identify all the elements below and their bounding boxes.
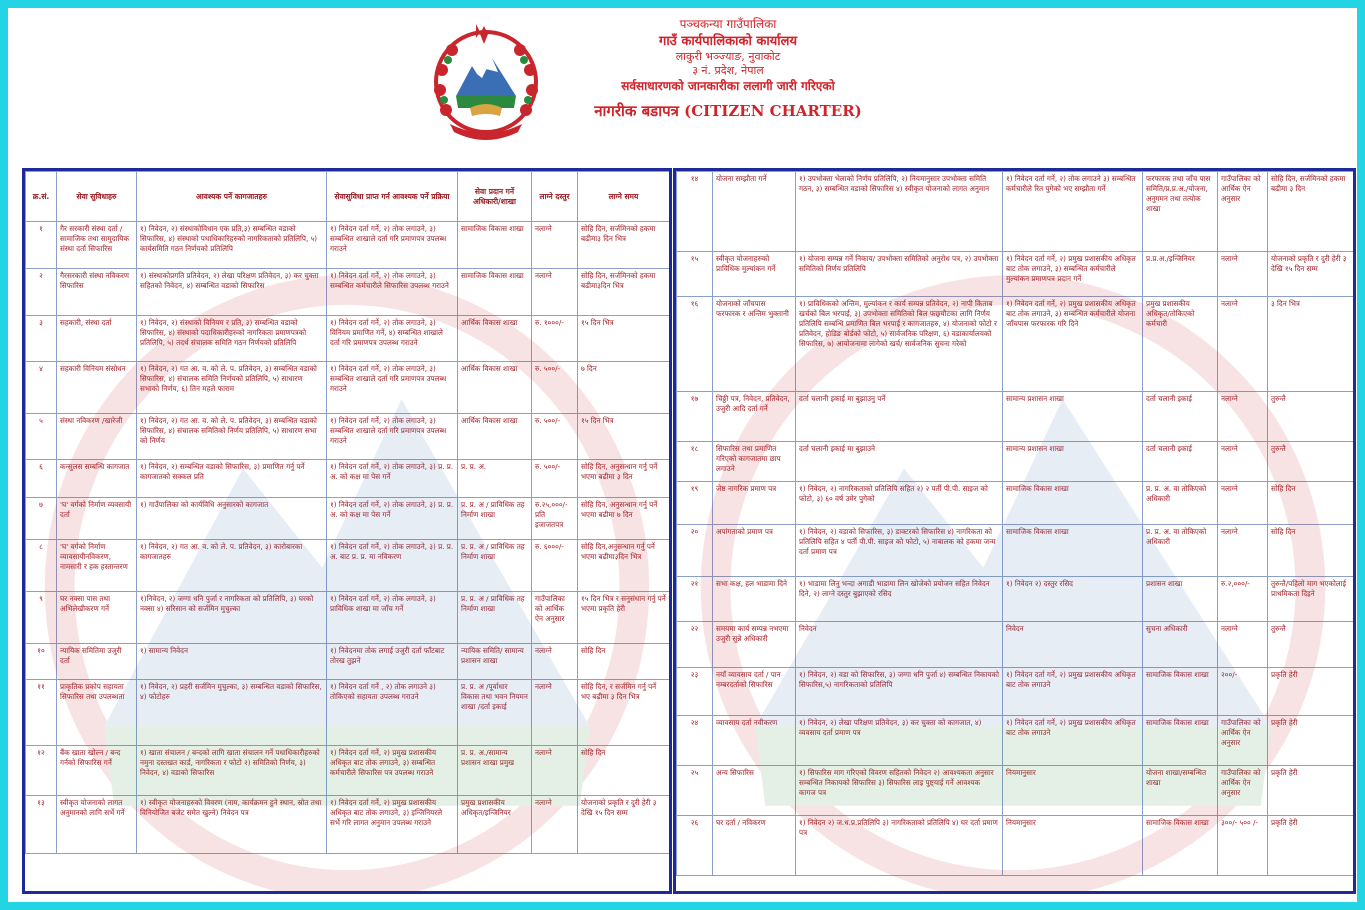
cell-office: फरफारक तथा जाँच पास समिति/प्र.प्र.अ./योजना, अनुगमन तथा तत्योक शाखा <box>1143 172 1218 252</box>
cell-process: १) निवेदन दर्ता गर्ने, २) तोक लगाउने, ३) सम्बन्धित कर्मचारीले सिफारिस उपलब्ध गराउने <box>327 269 458 316</box>
cell-process: १) निवेदन दर्ता गर्ने, २) प्रमुख प्रशासकीय अधिकृत बाट तोक लगाउने <box>1003 716 1143 766</box>
cell-fee: रु. ६०००/- <box>532 540 578 592</box>
table-row <box>26 414 670 460</box>
cell-sn: ९ <box>26 592 57 644</box>
cell-process: १) निवेदन दर्ता गर्ने, २) प्रमुख प्रशासकीय अधिकृत बाट तोक लगाउने, ३) सम्बन्धित कर्मचारीले सिफारिस पत्र उपलब्ध गराउने <box>327 746 458 796</box>
cell-time: प्रकृति हेरी <box>1268 766 1354 816</box>
table-row <box>26 746 670 796</box>
cell-documents: १) प्राविधिकको अन्तिम, मुल्यांकन र कार्य सम्पन्न प्रतिवेदन, २) नापी किताब खर्चको बिल भरपाई, ३) उपभोक्ता समितिको बिल फछ्र्यौटका लागि निर्णय प्रतिलिपि सम्बन्धि प्रमाणित बिल भरपाई र कागजातहरु, ४) योजनाको फोटो र प्रतिवेदन, होडिङ बोर्डको फोटो, ५) सार्वजनिक परिक्षण, ६) वडाकार्यालयको सिफारिस, ७) आयोजनामा लागेको खर्च/ सार्वजनिक सुचना गरेको <box>796 297 1003 392</box>
cell-time: ३ दिन भित्र <box>1268 297 1354 392</box>
cell-time: सोहि दिन <box>1268 525 1354 577</box>
cell-service: अन्य सिफारिस <box>713 766 796 816</box>
cell-fee: नलाग्ने <box>1218 622 1268 668</box>
cell-office: प्रमुख प्रशासकीय अधिकृत/तोकिएको कर्मचारी <box>1143 297 1218 392</box>
cell-sn: १७ <box>677 392 713 442</box>
cell-sn: १ <box>26 222 57 269</box>
col-header-fee: लाग्ने दस्तुर <box>532 172 578 222</box>
cell-service: बैंक खाता खोल्न / बन्द गर्नको सिफारिस गर्ने <box>57 746 137 796</box>
cell-time: १५ दिन भित्र <box>578 414 670 460</box>
cell-sn: १३ <box>26 796 57 854</box>
cell-process: १) निवेदन दर्ता गर्ने, २) तोक लगाउने ३) सम्बन्धित कर्मचारीले रित पुगेको भए सम्झौता गर्ने <box>1003 172 1143 252</box>
cell-office: सामाजिक विकास शाखा <box>1143 668 1218 716</box>
cell-office: प्र. प्र. अ /पूर्वाधार विकास तथा भवन नियमन शाखा /दर्ता इकाई <box>458 680 532 746</box>
cell-fee: नलाग्ने <box>1218 392 1268 442</box>
cell-process: १) निवेदन दर्ता गर्ने, २) तोक लगाउने, ३) प्र. प्र. अ. बाट प्र. प्र. मा नविकरण <box>327 540 458 592</box>
cell-office: प्र. प्र. अ. <box>458 460 532 498</box>
cell-fee: नलाग्ने <box>1218 482 1268 525</box>
cell-process: नियमानुसार <box>1003 766 1143 816</box>
cell-sn: १८ <box>677 442 713 482</box>
col-header-office: सेवा प्रदान गर्ने अधिकारी/शाखा <box>458 172 532 222</box>
table-row <box>677 442 1354 482</box>
cell-service: घर नक्सा पास तथा अभिलेखीकरण गर्ने <box>57 592 137 644</box>
cell-fee: रु.२५,०००/- प्रति इजाजतपत्र <box>532 498 578 540</box>
cell-sn: ४ <box>26 362 57 414</box>
cell-service: नयाँ व्यावसाय दर्ता / पान नम्बरदर्ताको सिफारिस <box>713 668 796 716</box>
col-header-service: सेवा सुविधाहरु <box>57 172 137 222</box>
cell-service: चिठ्ठी पत्र, निवेदन, प्रतिवेदन, उजुरी आदि दर्ता गर्ने <box>713 392 796 442</box>
cell-documents: १) संस्थाकोप्रगति प्रतिवेदन, २) लेखा परिक्षण प्रतिवेदन, ३) कर चुक्ता सहितको निवेदन, ४) सम्बन्धित वडाको सिफारिस <box>137 269 327 316</box>
cell-process: १) निवेदन दर्ता गर्ने, २) प्रमुख प्रशासकीय अधिकृत बाट तोक लगाउने, ३) इन्जिनियरले सर्भे गरि लागत अनुमान उपलब्ध गराउने <box>327 796 458 854</box>
public-notice: सर्वसाधारणको जानकारीका ललागी जारी गरिएको <box>621 79 835 93</box>
cell-process: निवेदन <box>1003 622 1143 668</box>
cell-time: सोहि दिन <box>578 746 670 796</box>
cell-fee: नलाग्ने <box>1218 525 1268 577</box>
table-row <box>677 482 1354 525</box>
cell-process: सामाजिक विकास शाखा <box>1003 482 1143 525</box>
cell-office: आर्थिक विकास शाखा <box>458 362 532 414</box>
cell-office: न्यायिक समिति/ सामान्य प्रशासन शाखा <box>458 644 532 680</box>
cell-fee: २००/- <box>1218 668 1268 716</box>
table-row <box>26 498 670 540</box>
cell-service: जेष्ठ नागरिक प्रमाण पत्र <box>713 482 796 525</box>
cell-sn: ७ <box>26 498 57 540</box>
cell-office: आर्थिक विकास शाखा <box>458 414 532 460</box>
right-table-body <box>677 172 1354 876</box>
cell-time: तुरुन्तै <box>1268 442 1354 482</box>
cell-documents: १) निवेदन २) ज.ध.प्र.प्रतिलिपि ३) नागरिकताको प्रतिलिपि ४) घर दर्ता प्रमाण पत्र <box>796 816 1003 876</box>
col-header-documents: आवश्यक पर्ने कागजातहरु <box>137 172 327 222</box>
table-row <box>677 252 1354 297</box>
cell-office: सामाजिक विकास शाखा <box>1143 816 1218 876</box>
office-address: लाकुरी भञ्ज्याङ, नुवाकोट <box>675 50 781 63</box>
table-row <box>677 297 1354 392</box>
cell-documents: १) निवेदन, २) प्रहरी सर्जमिन मुचुल्का, ३) सम्बन्धित वडाको सिफारिस, ४) फोटोहरु <box>137 680 327 746</box>
table-row <box>26 316 670 362</box>
cell-fee: नलाग्ने <box>532 269 578 316</box>
cell-fee: रु. ५००/- <box>532 460 578 498</box>
cell-fee: नलाग्ने <box>532 222 578 269</box>
cell-documents: १) सिफारिस माग गरिएको विवरण सहितको निवेदन २) आवश्यकता अनुसार सम्बन्धित निकायको सिफारिस ३) सिफारिस लाइ पुष्ट्याई गर्ने आवश्यक कागज पत्र <box>796 766 1003 816</box>
cell-fee: गाउँपालिका को आर्थिक ऐन अनुसार <box>1218 172 1268 252</box>
cell-process: १) निवेदन दर्ता गर्ने, २) तोक लगाउने, ३) प्र. प्र. अ. को कक्ष मा पेस गर्ने <box>327 460 458 498</box>
left-table-body <box>26 222 670 854</box>
cell-process: १) निवेदन दर्ता गर्ने, २) तोक लगाउने, ३) प्राविधिक शाखा मा जाँच गर्ने <box>327 592 458 644</box>
cell-documents: १) निवेदन, २) वडा को सिफारिस, ३) जग्गा धनि पुर्जा ४) सम्बन्धित निकायको सिफारिस,५) नागरिकताको प्रतिलिपि <box>796 668 1003 716</box>
header <box>8 8 1357 168</box>
cell-office: प्रमुख प्रशासकीय अधिकृत/इन्जिनियर <box>458 796 532 854</box>
cell-service: योजना सम्झौता गर्ने <box>713 172 796 252</box>
cell-sn: २१ <box>677 577 713 622</box>
cell-service: गैरसरकारी संस्था नविकरण सिफारिस <box>57 269 137 316</box>
cell-process: १) निवेदन दर्ता गर्ने, २) प्रमुख प्रशासकीय अधिकृत बाट तोक लगाउने, ३) सम्बन्धित कर्मचारीले मुल्यांकन प्रमाणपत्र प्रदान गर्ने <box>1003 252 1143 297</box>
cell-office: दर्ता चलानी इकाई <box>1143 392 1218 442</box>
cell-documents: दर्ता चलानी इकाई मा बुझाउने <box>796 442 1003 482</box>
cell-documents: १) उपभोक्ता भेलाको निर्णय प्रतिलिपि, २) नियमानुसार उपभोक्ता समिति गठन, ३) सम्बन्धित वडाको सिफारिस ४) स्वीकृत योजनाको लागत अनुमान <box>796 172 1003 252</box>
cell-documents: १) योजना सम्पन्न गर्ने निकाय/ उपभोक्ता समितिको अनुरोध पत्र, २) उपभोक्ता समितिको निर्णय प्रतिलिपि <box>796 252 1003 297</box>
cell-sn: ३ <box>26 316 57 362</box>
cell-service: घर दर्ता / नविकरण <box>713 816 796 876</box>
cell-time: सोहि दिन, र सर्जमिन गर्नु पर्ने भए बढीमा ३ दिन भित्र <box>578 680 670 746</box>
cell-time: सोहि दिन, सर्जमिनको हकमा बढीमा ३ दिन <box>1268 172 1354 252</box>
cell-office: आर्थिक विकास शाखा <box>458 316 532 362</box>
cell-sn: १९ <box>677 482 713 525</box>
cell-service: न्यायिक समितिमा उजुरी दर्ता <box>57 644 137 680</box>
col-header-time: लाग्ने समय <box>578 172 670 222</box>
table-row <box>677 525 1354 577</box>
cell-time: प्रकृति हेरी <box>1268 716 1354 766</box>
cell-documents: १) निवेदन, २) वडाको सिफारिस, ३) डाक्टरको सिफारिस ४) नागरिकता को प्रतिलिपि सहित ४ पर्ती पी.पी. साइज को फोटो, ५) नाबालक को हकमा जन्म दर्ता प्रमाण पत्र <box>796 525 1003 577</box>
cell-documents: १) निवेदन, २) सम्बन्धित वडाको सिफारिस, ३) प्रमाणित गर्नु पर्ने कागजातको सक्कल प्रति <box>137 460 327 498</box>
table-row <box>677 392 1354 442</box>
cell-service: सिफारिस तथा प्रमाणित गरिएको कागजातमा छाप लगाउने <box>713 442 796 482</box>
cell-sn: २२ <box>677 622 713 668</box>
cell-service: स्वीकृत योजनाहरुको प्राविधिक मुल्यांकन गर्ने <box>713 252 796 297</box>
table-row <box>677 172 1354 252</box>
cell-time: सोहि दिन, अनुसन्धान गर्नु पर्ने भएमा बढीमा ३ दिन <box>578 460 670 498</box>
cell-process: १) निवेदन दर्ता गर्ने, २) तोक लगाउने, ३) सम्बन्धित शाखाले दर्ता गरि प्रमाणपत्र उपलब्ध गराउने <box>327 222 458 269</box>
cell-office: प्र. प्र. अ / प्राविधिक तह निर्माण शाखा <box>458 592 532 644</box>
cell-process: १) निवेदन दर्ता गर्ने , २) तोक लगाउने ३) तोकिएको सहायता उपलब्ध गराउने <box>327 680 458 746</box>
cell-sn: ८ <box>26 540 57 592</box>
charter-table-right <box>676 171 1354 876</box>
col-header-sn: क्र.सं. <box>26 172 57 222</box>
cell-office: प्रशासन शाखा <box>1143 577 1218 622</box>
cell-fee: गाउँपालिका को आर्थिक ऐन अनुसार <box>532 592 578 644</box>
cell-service: स्वीकृत योजनाको लागत अनुमानको लागि सर्भे गर्ने <box>57 796 137 854</box>
table-row <box>26 362 670 414</box>
cell-time: १५ दिन भित्र <box>578 316 670 362</box>
cell-time: प्रकृति हेरी <box>1268 668 1354 716</box>
cell-service: कन्सुलस सम्बन्धि कागजात <box>57 460 137 498</box>
cell-service: सहकारी, संस्था दर्ता <box>57 316 137 362</box>
table-row <box>26 540 670 592</box>
cell-service: प्राकृतिक प्रकोप सहायता सिफारिस तथा उपलब्धता <box>57 680 137 746</box>
table-row <box>677 816 1354 876</box>
cell-documents: १) खाता संचालन / बन्दको लागि खाता संचालन गर्ने पधाधिकारीहरुको नमुना दस्तखत कार्ड, नागरिकता र फोटो २) समितिको निर्णय, ३) निवेदन, ४) वडाको सिफारिस <box>137 746 327 796</box>
cell-sn: ५ <box>26 414 57 460</box>
cell-office: सामाजिक विकास शाखा <box>458 222 532 269</box>
cell-process: सामान्य प्रशासन शाखा <box>1003 442 1143 482</box>
cell-sn: ६ <box>26 460 57 498</box>
cell-sn: १६ <box>677 297 713 392</box>
cell-documents: १) भाडामा लिनु भन्दा अगाडी भाडामा लिन खोजेको प्रयोजन सहित निवेदन दिने, २) लाग्ने दस्तुर बुझाएको रसिद <box>796 577 1003 622</box>
cell-office: सुचना अधिकारी <box>1143 622 1218 668</box>
cell-process: १) निवेदन दर्ता गर्ने, २) तोक लगाउने, ३) सम्बन्धित शाखाले दर्ता गरि प्रमाणपत्र उपलब्ध गराउने <box>327 414 458 460</box>
cell-process: नियमानुसार <box>1003 816 1143 876</box>
right-table-panel <box>673 168 1356 894</box>
office-name: गाउँ कार्यपालिकाको कार्यालय <box>659 34 797 49</box>
cell-documents: १)निवेदन, २) जग्गा धनि पुर्जा र नागरिकता को प्रतिलिपि, ३) घरको नक्सा ४) सरिसान को सर्जमिन मुचुल्का <box>137 592 327 644</box>
charter-table-left <box>25 171 670 854</box>
cell-fee: गाउँपालिका को आर्थिक ऐन अनुसार <box>1218 766 1268 816</box>
cell-service: 'घ' वर्गको निर्माण व्यावसायीनविकरण, नामसारी र हक हस्तान्तरण <box>57 540 137 592</box>
cell-process: १) निवेदन दर्ता गर्ने, २) प्रमुख प्रशासकीय अधिकृत बाट तोक लगाउने, ३) सम्बन्धित कर्मचारीले योजना जाँचपास फरफारक गरि दिने <box>1003 297 1143 392</box>
municipality-name: पञ्चकन्या गाउँपालिका <box>679 17 777 31</box>
cell-documents: १) निवेदन, २) गत आ. व. को ले. प. प्रतिवेदन, ३) कारोबारका कागजातहरु <box>137 540 327 592</box>
cell-sn: १४ <box>677 172 713 252</box>
cell-process: १) निवेदनमा तोक लगाई उजुरी दर्ता फाँटबाट तोरख तुझने <box>327 644 458 680</box>
cell-documents: निवेदन <box>796 622 1003 668</box>
cell-office: प्र. प्र. अ./सामान्य प्रशासन शाखा प्रमुख <box>458 746 532 796</box>
cell-office: प्र. प्र. अ / प्राविधिक तह निर्माण शाखा <box>458 498 532 540</box>
cell-fee: रु.२,०००/- <box>1218 577 1268 622</box>
cell-fee: नलाग्ने <box>532 796 578 854</box>
table-row <box>677 622 1354 668</box>
cell-office: प्र. प्र. अ / प्राविधिक तह निर्माण शाखा <box>458 540 532 592</box>
cell-time: तुरुन्तै <box>1268 392 1354 442</box>
cell-process: १) निवेदन २) दस्तुर रसिद <box>1003 577 1143 622</box>
cell-sn: १० <box>26 644 57 680</box>
cell-service: योजनाको जाँचपास फरफारक र अन्तिम भुक्तानी <box>713 297 796 392</box>
cell-sn: २ <box>26 269 57 316</box>
cell-documents: १) स्वीकृत योजनाहरुको विवरण (नाम, कार्यक्रमन हुने स्थान, स्रोत तथा विनियोजित बजेट समेत खुल्ने) निवेदन पत्र <box>137 796 327 854</box>
cell-fee: नलाग्ने <box>1218 252 1268 297</box>
cell-fee: रु. ५००/- <box>532 362 578 414</box>
cell-process: सामान्य प्रशासन शाखा <box>1003 392 1143 442</box>
cell-office: योजना शाखा/सम्बन्धित शाखा <box>1143 766 1218 816</box>
cell-process: १) निवेदन दर्ता गर्ने, २) तोक लगाउने, ३) प्र. प्र. अ. को कक्ष मा पेस गर्ने <box>327 498 458 540</box>
table-row <box>26 796 670 854</box>
cell-fee: नलाग्ने <box>532 644 578 680</box>
cell-service: सभा कक्ष, हल भाडामा दिने <box>713 577 796 622</box>
cell-documents: १) गाउँपालिका को कार्यविधि अनुसारको कागजात <box>137 498 327 540</box>
cell-fee: ३००/- ५०० /- <box>1218 816 1268 876</box>
cell-time: प्रकृति हेरी <box>1268 816 1354 876</box>
cell-documents: १) निवेदन, २) नागरिकताको प्रतिलिपि सहित २) २ पर्ती पी.पी. साइज को फोटो, ३) ६० वर्ष उमेर पुगेको <box>796 482 1003 525</box>
cell-service: 'घ' वर्गको निर्माण व्यवसायी दर्ता <box>57 498 137 540</box>
cell-service: गैर सरकारी संस्था दर्ता /सामाजिक तथा सामुदायिक संस्था दर्ता सिफारिस <box>57 222 137 269</box>
cell-service: समयमा कार्य सम्पन्न नभएमा उजुरी सुन्ने अधिकारी <box>713 622 796 668</box>
cell-time: ७ दिन <box>578 362 670 414</box>
cell-time: सोहि दिन,अनुसन्धान गर्नु पर्ने भएमा बढीमा३दिन भित्र <box>578 540 670 592</box>
cell-time: योजनाको प्रकृति र दुरी हेरी ३ देखि १५ दिन सम्म <box>578 796 670 854</box>
table-row <box>26 592 670 644</box>
table-row <box>677 716 1354 766</box>
cell-fee: नलाग्ने <box>1218 442 1268 482</box>
table-row <box>26 644 670 680</box>
cell-process: १) निवेदन दर्ता गर्ने, २) तोक लगाउने, ३) सम्बन्धित शाखाले दर्ता गरि प्रमाणपत्र उपलब्ध गराउने <box>327 362 458 414</box>
cell-service: अपांगताको प्रमाण पत्र <box>713 525 796 577</box>
cell-time: सोहि दिन <box>1268 482 1354 525</box>
cell-documents: १) निवेदन, २) लेखा परिक्षण प्रतिवेदन, ३) कर चुक्ता को कागजात, ४) व्यवसाय दर्ता प्रमाण पत्र <box>796 716 1003 766</box>
cell-office: प्र.प्र.अ./इन्जिनियर <box>1143 252 1218 297</box>
cell-time: तुरुन्तै <box>1268 622 1354 668</box>
cell-documents: १) निवेदन, २) संस्थाको विनियम र प्रति, ३) सम्बन्धित वडाको सिफारिस, ४) संस्थाको पदाधिकारीहरुको नागरिकता प्रमाणपत्रको प्रतिलिपि, ५) तदर्थ संचालक समिति गठन निर्णयको प्रतिलिपि <box>137 316 327 362</box>
cell-process: १) निवेदन दर्ता गर्ने, २) तोक लगाउने, ३) विनियम प्रमाणित गर्ने, ४) सम्बन्धित शाखाले दर्ता गरि प्रमाणपत्र उपलब्ध गराउने <box>327 316 458 362</box>
cell-time: सोहि दिन <box>578 644 670 680</box>
cell-time: तुरुन्तै/पहिलो माग भएकोलाई प्राथमिकता दिइने <box>1268 577 1354 622</box>
cell-sn: २४ <box>677 716 713 766</box>
cell-fee: रु. ५००/- <box>532 414 578 460</box>
cell-office: सामाजिक विकास शाखा <box>458 269 532 316</box>
cell-fee: गाउँपालिका को आर्थिक ऐन अनुसार <box>1218 716 1268 766</box>
page-title: नागरीक बडापत्र (CITIZEN CHARTER) <box>594 102 862 120</box>
cell-sn: २० <box>677 525 713 577</box>
nepal-emblem-icon <box>430 20 542 146</box>
header-text <box>538 16 918 123</box>
cell-time: योजनाको प्रकृति र दुरी हेरी ३ देखि १५ दिन सम्म <box>1268 252 1354 297</box>
table-row <box>26 222 670 269</box>
cell-sn: ११ <box>26 680 57 746</box>
table-row <box>26 460 670 498</box>
left-table-panel <box>22 168 672 894</box>
cell-fee: रु. १०००/- <box>532 316 578 362</box>
table-row <box>677 577 1354 622</box>
cell-documents: १) निवेदन, २) गत आ. व. को ले. प. प्रतिवेदन, ३) सम्बन्धित वडाको सिफारिस, ४) संचालक समितिको निर्णय प्रतिलिपि, ५) साधारण सभा को निर्णय <box>137 414 327 460</box>
cell-documents: १) निवेदन, २) संस्थाकोविधान एक प्रति,३) सम्बन्धित वडाको सिफारिस, ४) संस्थाको पधाधिकारिहरुको नागरिकताको प्रतिलिपि, ५) कार्यसमिति गठन निर्णयको प्रतिलिपि <box>137 222 327 269</box>
cell-office: दर्ता चलानी इकाई <box>1143 442 1218 482</box>
cell-fee: नलाग्ने <box>1218 297 1268 392</box>
cell-process: सामाजिक विकास शाखा <box>1003 525 1143 577</box>
cell-office: प्र. प्र. अ. वा तोकिएको अधिकारी <box>1143 525 1218 577</box>
cell-service: व्यावसाय दर्ता नवीकरण <box>713 716 796 766</box>
cell-time: सोहि दिन, अनुसन्धान गर्नु पर्ने भएमा बढीमा ७ दिन <box>578 498 670 540</box>
citizen-charter-sheet <box>8 8 1357 902</box>
cell-sn: २५ <box>677 766 713 816</box>
cell-documents: दर्ता चलानी इकाई मा बुझाउनु पर्ने <box>796 392 1003 442</box>
table-header-row <box>26 172 670 222</box>
table-row <box>26 680 670 746</box>
table-row <box>677 766 1354 816</box>
cell-time: सोहि दिन, सर्जमिनको हकमा बढीमा३ दिन भित्र <box>578 222 670 269</box>
cell-sn: १५ <box>677 252 713 297</box>
table-row <box>26 269 670 316</box>
cell-office: प्र. प्र. अ. वा तोकिएको अधिकारी <box>1143 482 1218 525</box>
cell-office: सामाजिक विकास शाखा <box>1143 716 1218 766</box>
cell-sn: २६ <box>677 816 713 876</box>
cell-documents: १) निवेदन, २) गत आ. व. को ले. प. प्रतिवेदन, ३) सम्बन्धित वडाको सिफारिस, ४) संचालक समिति निर्णयको प्रतिलिपि, ५) साधारण सभाको निर्णय, ६) तिन महले फाराम <box>137 362 327 414</box>
province: ३ नं. प्रदेश, नेपाल <box>692 64 764 77</box>
cell-fee: नलाग्ने <box>532 680 578 746</box>
table-row <box>677 668 1354 716</box>
cell-time: सोहि दिन, सर्जमिनको हकमा बढीमा३दिन भित्र <box>578 269 670 316</box>
cell-time: १५ दिन भित्र र सनुसंधान गर्नु पर्ने भएमा प्रकृति हेरी <box>578 592 670 644</box>
cell-service: संस्था नविकरण /खारेजी <box>57 414 137 460</box>
cell-sn: २३ <box>677 668 713 716</box>
cell-sn: १२ <box>26 746 57 796</box>
col-header-process: सेवासुविधा प्राप्त गर्न आवश्यक पर्ने प्रक्रिया <box>327 172 458 222</box>
cell-process: १) निवेदन दर्ता गर्ने, २) प्रमुख प्रशासकीय अधिकृत बाट तोक लगाउने <box>1003 668 1143 716</box>
cell-service: सहकारी विनियम संसोधन <box>57 362 137 414</box>
cell-documents: १) सामान्य निवेदन <box>137 644 327 680</box>
cell-fee: नलाग्ने <box>532 746 578 796</box>
